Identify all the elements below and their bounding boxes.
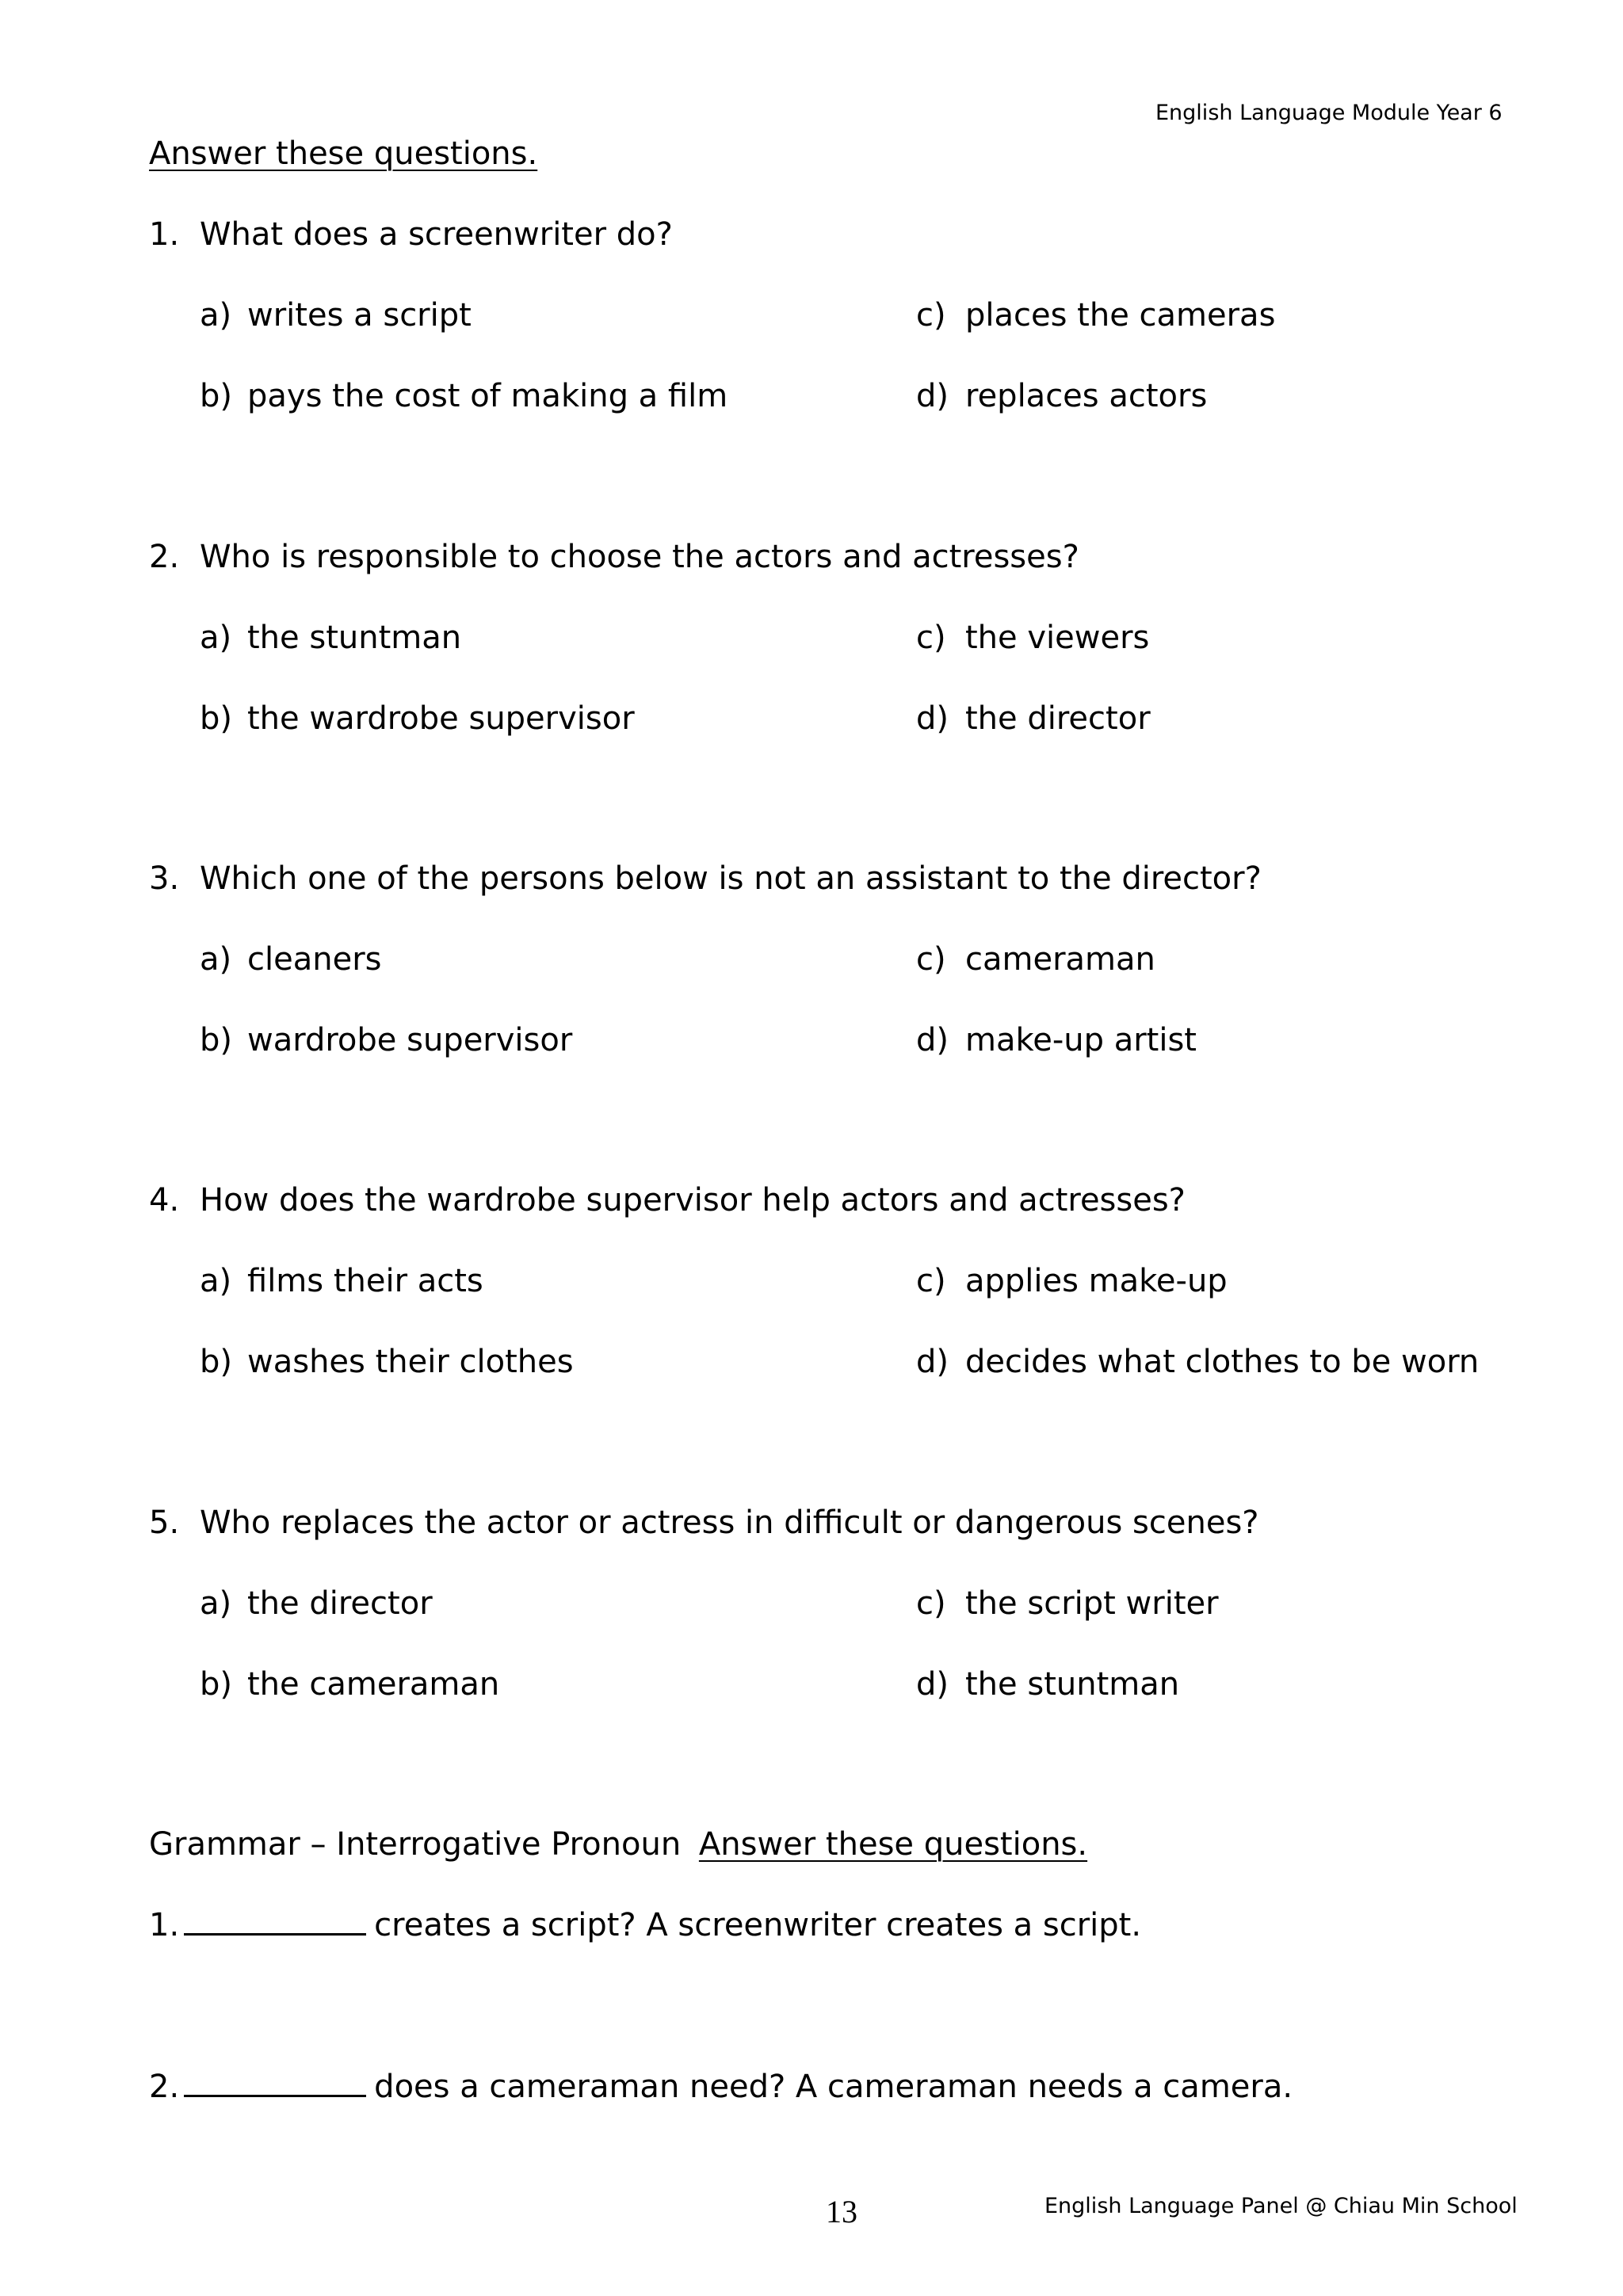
grammar-item-text: does a cameraman need? A cameraman needs a camera.	[374, 2069, 1293, 2105]
option-text: writes a script	[247, 297, 472, 334]
option-letter: a)	[200, 1263, 232, 1299]
option-letter: d)	[916, 700, 949, 737]
option-text: washes their clothes	[247, 1344, 574, 1380]
option-text: the director	[247, 1585, 433, 1622]
option-text: cameraman	[965, 941, 1155, 978]
option-letter: d)	[916, 1344, 949, 1380]
option-text: pays the cost of making a film	[247, 378, 728, 414]
option-letter: c)	[916, 620, 946, 656]
option-letter: d)	[916, 378, 949, 414]
option-text: the wardrobe supervisor	[247, 700, 635, 737]
page-number: 13	[826, 2194, 857, 2229]
option-letter: c)	[916, 297, 946, 334]
option-text: applies make-up	[965, 1263, 1228, 1299]
grammar-heading-line	[149, 1825, 1087, 1863]
option-letter: c)	[916, 1263, 946, 1299]
option-text: wardrobe supervisor	[247, 1022, 573, 1058]
option-letter: b)	[200, 700, 232, 737]
question-text: How does the wardrobe supervisor help actors and actresses?	[200, 1182, 1186, 1219]
option-text: the viewers	[965, 620, 1150, 656]
question-number: 5.	[149, 1505, 180, 1541]
option-letter: b)	[200, 378, 232, 414]
option-text: the cameraman	[247, 1666, 500, 1703]
option-text: make-up artist	[965, 1022, 1197, 1058]
question-number: 2.	[149, 539, 180, 575]
option-letter: b)	[200, 1666, 232, 1703]
section-instruction: Answer these questions.	[149, 135, 538, 172]
option-letter: b)	[200, 1344, 232, 1380]
option-text: cleaners	[247, 941, 382, 978]
grammar-heading: Grammar – Interrogative Pronoun	[149, 1826, 682, 1863]
option-text: the stuntman	[247, 620, 462, 656]
grammar-item-1	[149, 1906, 1141, 1944]
option-letter: a)	[200, 1585, 232, 1622]
option-text: replaces actors	[965, 378, 1208, 414]
question-text: What does a screenwriter do?	[200, 216, 673, 253]
option-letter: c)	[916, 941, 946, 978]
option-letter: b)	[200, 1022, 232, 1058]
question-number: 4.	[149, 1182, 180, 1219]
option-letter: d)	[916, 1666, 949, 1703]
option-letter: a)	[200, 941, 232, 978]
answer-blank[interactable]	[184, 1908, 366, 1936]
option-letter: a)	[200, 620, 232, 656]
grammar-item-number: 2.	[149, 2069, 180, 2105]
question-number: 3.	[149, 860, 180, 897]
option-text: the script writer	[965, 1585, 1219, 1622]
option-text: places the cameras	[965, 297, 1276, 334]
grammar-item-number: 1.	[149, 1907, 180, 1943]
module-header: English Language Module Year 6	[1155, 101, 1503, 125]
option-text: decides what clothes to be worn	[965, 1344, 1480, 1380]
option-text: the director	[965, 700, 1151, 737]
footer-credit: English Language Panel @ Chiau Min School	[1044, 2194, 1518, 2218]
option-letter: d)	[916, 1022, 949, 1058]
grammar-item-text: creates a script? A screenwriter creates a script.	[374, 1907, 1142, 1943]
question-text: Who replaces the actor or actress in difficult or dangerous scenes?	[200, 1505, 1259, 1541]
option-text: films their acts	[247, 1263, 483, 1299]
question-number: 1.	[149, 216, 180, 253]
question-text: Which one of the persons below is not an assistant to the director?	[200, 860, 1262, 897]
grammar-item-2	[149, 2068, 1293, 2106]
question-text: Who is responsible to choose the actors and actresses?	[200, 539, 1079, 575]
option-letter: c)	[916, 1585, 946, 1622]
option-letter: a)	[200, 297, 232, 334]
option-text: the stuntman	[965, 1666, 1180, 1703]
answer-blank[interactable]	[184, 2069, 366, 2097]
grammar-instruction: Answer these questions.	[698, 1826, 1088, 1863]
